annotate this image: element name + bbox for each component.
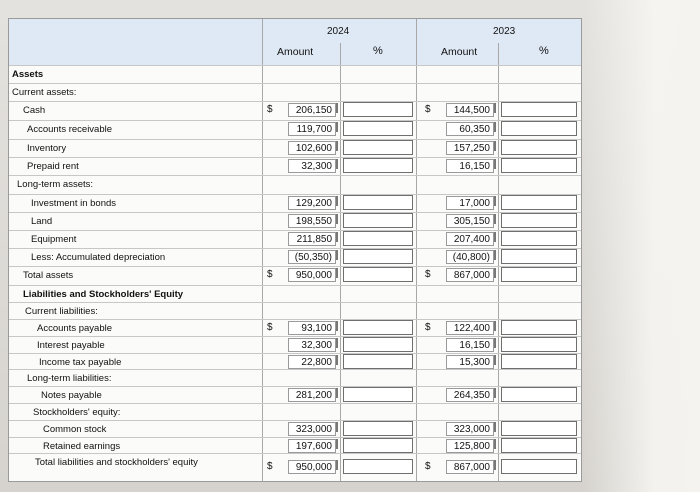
row-label: Investment in bonds — [31, 198, 117, 209]
row-rule — [9, 353, 581, 354]
row-label: Land — [31, 216, 53, 227]
percent-2024-input[interactable] — [343, 121, 413, 136]
row-label: Current liabilities: — [25, 306, 98, 317]
row-label: Less: Accumulated depreciation — [31, 252, 166, 263]
row-label: Retained earnings — [43, 441, 121, 452]
percent-2024-input[interactable] — [343, 158, 413, 173]
amount-2023-input[interactable]: 125,800 — [446, 439, 494, 453]
percent-2023-input[interactable] — [501, 354, 577, 369]
percent-2023-input[interactable] — [501, 387, 577, 402]
pct-2024-header: % — [373, 45, 383, 57]
dollar-sign-2023: $ — [425, 461, 431, 472]
amount-2024-input[interactable]: 22,800 — [288, 355, 336, 369]
amount-2024-input[interactable]: 950,000 — [288, 460, 336, 474]
row-label: Common stock — [43, 424, 107, 435]
row-label: Liabilities and Stockholders' Equity — [23, 289, 184, 300]
percent-2023-input[interactable] — [501, 459, 577, 474]
row-rule — [9, 83, 581, 84]
percent-2024-input[interactable] — [343, 438, 413, 453]
row-rule — [9, 437, 581, 438]
row-label: Stockholders' equity: — [33, 407, 121, 418]
pct-2023-header: % — [539, 45, 549, 57]
dollar-sign-2023: $ — [425, 104, 431, 115]
row-label: Total assets — [23, 270, 74, 281]
percent-2024-input[interactable] — [343, 320, 413, 335]
amount-2024-input[interactable]: 198,550 — [288, 214, 336, 228]
dollar-sign-2023: $ — [425, 269, 431, 280]
percent-2024-input[interactable] — [343, 231, 413, 246]
amount-2023-input[interactable]: 867,000 — [446, 268, 494, 282]
row-label: Accounts receivable — [27, 124, 113, 135]
year-2024-header: 2024 — [327, 26, 350, 37]
row-rule — [9, 139, 581, 140]
amount-2023-input[interactable]: 17,000 — [446, 196, 494, 210]
row-label: Total liabilities and stockholders' equity — [35, 457, 198, 468]
amount-2023-input[interactable]: 305,150 — [446, 214, 494, 228]
row-rule — [9, 319, 581, 320]
percent-2023-input[interactable] — [501, 213, 577, 228]
amount-2023-input[interactable]: 207,400 — [446, 232, 494, 246]
percent-2024-input[interactable] — [343, 102, 413, 117]
row-label: Equipment — [31, 234, 77, 245]
row-label: Interest payable — [37, 340, 105, 351]
percent-2023-input[interactable] — [501, 158, 577, 173]
row-rule — [9, 369, 581, 370]
row-label: Cash — [23, 105, 46, 116]
amount-2024-input[interactable]: 211,850 — [288, 232, 336, 246]
row-label: Notes payable — [41, 390, 102, 401]
percent-2024-input[interactable] — [343, 459, 413, 474]
row-rule — [9, 420, 581, 421]
row-label: Current assets: — [12, 87, 77, 98]
row-label: Prepaid rent — [27, 161, 79, 172]
dollar-sign-2024: $ — [267, 269, 273, 280]
percent-2023-input[interactable] — [501, 102, 577, 117]
row-rule — [9, 266, 581, 267]
percent-2023-input[interactable] — [501, 121, 577, 136]
percent-2024-input[interactable] — [343, 249, 413, 264]
amount-2024-input[interactable]: 32,300 — [288, 159, 336, 173]
dollar-sign-2024: $ — [267, 322, 273, 333]
amount-2024-input[interactable]: 950,000 — [288, 268, 336, 282]
amount-2023-input[interactable]: 867,000 — [446, 460, 494, 474]
amount-2023-input[interactable]: (40,800) — [446, 250, 494, 264]
amount-2023-input[interactable]: 16,150 — [446, 338, 494, 352]
row-rule — [9, 101, 581, 102]
row-label: Long-term assets: — [17, 179, 94, 190]
amount-2024-input[interactable]: 32,300 — [288, 338, 336, 352]
amount-2023-input[interactable]: 323,000 — [446, 422, 494, 436]
row-rule — [9, 230, 581, 231]
amount-2023-header: Amount — [441, 46, 478, 58]
row-rule — [9, 285, 581, 286]
dollar-sign-2024: $ — [267, 104, 273, 115]
amount-2024-input[interactable]: 281,200 — [288, 388, 336, 402]
row-rule — [9, 248, 581, 249]
amount-2023-input[interactable]: 122,400 — [446, 321, 494, 335]
dollar-sign-2024: $ — [267, 461, 273, 472]
row-rule — [9, 212, 581, 213]
percent-2024-input[interactable] — [343, 337, 413, 352]
row-rule — [9, 120, 581, 121]
percent-2024-input[interactable] — [343, 354, 413, 369]
amount-2023-input[interactable]: 60,350 — [446, 122, 494, 136]
row-rule — [9, 453, 581, 454]
row-label: Assets — [12, 69, 44, 80]
percent-2024-input[interactable] — [343, 140, 413, 155]
percent-2024-input[interactable] — [343, 421, 413, 436]
amount-2024-header: Amount — [277, 46, 314, 58]
amount-2024-input[interactable]: 93,100 — [288, 321, 336, 335]
row-label: Income tax payable — [39, 357, 122, 368]
row-rule — [9, 175, 581, 176]
amount-2024-input[interactable]: 323,000 — [288, 422, 336, 436]
percent-2023-input[interactable] — [501, 337, 577, 352]
percent-2023-input[interactable] — [501, 320, 577, 335]
amount-2024-input[interactable]: 206,150 — [288, 103, 336, 117]
percent-2023-input[interactable] — [501, 421, 577, 436]
amount-2023-input[interactable]: 157,250 — [446, 141, 494, 155]
amount-2024-input[interactable]: 197,600 — [288, 439, 336, 453]
amount-2023-input[interactable]: 16,150 — [446, 159, 494, 173]
amount-2024-input[interactable]: 102,600 — [288, 141, 336, 155]
amount-2024-input[interactable]: (50,350) — [288, 250, 336, 264]
row-label: Accounts payable — [37, 323, 112, 334]
percent-2023-input[interactable] — [501, 438, 577, 453]
dollar-sign-2023: $ — [425, 322, 431, 333]
row-label: Long-term liabilities: — [27, 373, 112, 384]
percent-2023-input[interactable] — [501, 231, 577, 246]
balance-sheet-table — [8, 18, 582, 482]
row-rule — [9, 403, 581, 404]
row-label: Inventory — [27, 143, 67, 154]
percent-2023-input[interactable] — [501, 140, 577, 155]
percent-2023-input[interactable] — [501, 249, 577, 264]
percent-2024-input[interactable] — [343, 387, 413, 402]
percent-2024-input[interactable] — [343, 213, 413, 228]
row-rule — [9, 386, 581, 387]
row-rule — [9, 157, 581, 158]
row-rule — [9, 194, 581, 195]
amount-2023-input[interactable]: 264,350 — [446, 388, 494, 402]
percent-2024-input[interactable] — [343, 195, 413, 210]
year-2023-header: 2023 — [493, 26, 516, 37]
percent-2024-input[interactable] — [343, 267, 413, 282]
row-rule — [9, 65, 581, 66]
amount-2024-input[interactable]: 119,700 — [288, 122, 336, 136]
row-rule — [9, 336, 581, 337]
amount-2023-input[interactable]: 144,500 — [446, 103, 494, 117]
percent-2023-input[interactable] — [501, 267, 577, 282]
light-glare — [584, 0, 700, 492]
amount-2024-input[interactable]: 129,200 — [288, 196, 336, 210]
amount-2023-input[interactable]: 15,300 — [446, 355, 494, 369]
row-rule — [9, 302, 581, 303]
percent-2023-input[interactable] — [501, 195, 577, 210]
